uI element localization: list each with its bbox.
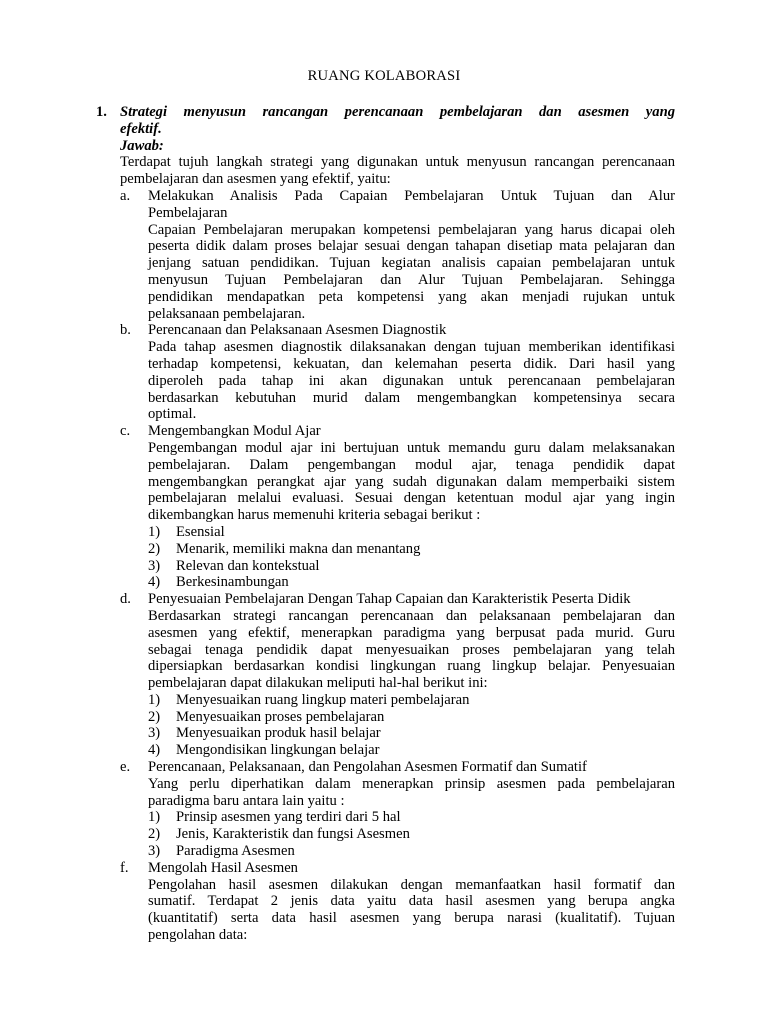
question-content (120, 104, 675, 944)
body-line: sebagai tenaga pendidik dapat menyesuaikan proses pembelajaran yang telah (148, 641, 675, 658)
list-number: 3) (148, 843, 161, 860)
list-number: 4) (148, 574, 161, 591)
list-item (148, 541, 675, 558)
list-text: Esensial (176, 523, 225, 540)
body-line: jenjang satuan pendidikan. Tujuan kegiatan analisis capaian pembelajaran untuk (148, 255, 675, 272)
item-f (120, 860, 675, 944)
item-body (148, 877, 675, 944)
question-number: 1. (96, 104, 107, 120)
body-line: diperoleh pada tahap ini akan digunakan untuk perencanaan pembelajaran (148, 372, 675, 389)
body-line: Pengolahan hasil asesmen dilakukan dengan memanfaatkan hasil formatif dan (148, 876, 675, 893)
body-line: Pada tahap asesmen diagnostik dilaksanakan dengan tujuan memberikan identifikasi (148, 339, 675, 356)
body-line: pengolahan data: (148, 927, 248, 944)
list-item (148, 826, 675, 843)
body-line: menyusun Tujuan Pembelajaran dan Alur Tujuan Pembelajaran. Sehingga (148, 271, 675, 288)
list-number: 4) (148, 742, 161, 759)
body-line: pembelajaran. Dalam pengembangan modul ajar, tenaga pendidik dapat (148, 456, 675, 473)
list-item (148, 843, 675, 860)
list-text: Menyesuaikan produk hasil belajar (176, 725, 381, 742)
item-b (120, 322, 675, 423)
body-line: (kuantitatif) serta data hasil asesmen yang berupa narasi (kualitatif). Tujuan (148, 910, 675, 927)
item-letter: f. (120, 859, 129, 876)
body-line: pembelajaran melalui evaluasi. Sesuai dengan ketentuan modul ajar yang ingin (148, 490, 675, 507)
list-text: Relevan dan kontekstual (176, 557, 320, 574)
body-line: berdasarkan kebutuhan murid dalam mengembangkan kompetensinya secara (148, 389, 675, 406)
list-text: Berkesinambungan (176, 574, 289, 591)
item-heading: Mengembangkan Modul Ajar (148, 423, 321, 440)
item-letter: e. (120, 759, 131, 776)
item-heading: Perencanaan dan Pelaksanaan Asesmen Diagnostik (148, 322, 447, 339)
item-heading-line2: Pembelajaran (148, 204, 228, 221)
body-line: terhadap kompetensi, kekuatan, dan kelemahan peserta didik. Dari hasil yang (148, 355, 675, 372)
list-number: 1) (148, 691, 161, 708)
list-text: Jenis, Karakteristik dan fungsi Asesmen (176, 826, 410, 843)
body-line: pelaksanaan pembelajaran. (148, 305, 306, 322)
answer-label: Jawab: (120, 137, 164, 154)
body-line: pembelajaran dapat dilakukan meliputi hal-hal berikut ini: (148, 675, 488, 692)
list-item (148, 692, 675, 709)
body-line: dikembangkan harus memenuhi kriteria sebagai berikut : (148, 507, 481, 524)
list-number: 2) (148, 708, 161, 725)
list-number: 2) (148, 540, 161, 557)
question-text-line1: Strategi menyusun rancangan perencanaan pembelajaran dan asesmen yang (120, 104, 675, 120)
list-number: 1) (148, 809, 161, 826)
list-item (148, 809, 675, 826)
body-line: Yang perlu diperhatikan dalam menerapkan prinsip asesmen pada pembelajaran (148, 775, 675, 792)
list-number: 1) (148, 523, 161, 540)
body-line: asesmen yang efektif, menerapkan paradigma yang berpusat pada murid. Guru (148, 624, 675, 641)
item-letter: a. (120, 187, 131, 204)
item-e (120, 759, 675, 860)
item-heading: Mengolah Hasil Asesmen (148, 859, 298, 876)
list-item (148, 558, 675, 575)
item-letter: d. (120, 591, 131, 608)
body-line: peserta didik dalam proses belajar sesuai dengan tahapan disetiap mata pelajaran dan (148, 238, 675, 255)
question-text-line2: efektif. (120, 120, 162, 137)
body-line: sumatif. Terdapat 2 jenis data yaitu data hasil asesmen yang berupa angka (148, 893, 675, 910)
intro-line1: Terdapat tujuh langkah strategi yang digunakan untuk menyusun rancangan perencanaan (120, 154, 675, 171)
list-text: Menyesuaikan ruang lingkup materi pembelajaran (176, 691, 470, 708)
item-body (148, 608, 675, 692)
item-body (148, 222, 675, 323)
list-number: 3) (148, 725, 161, 742)
item-letter: b. (120, 322, 131, 339)
body-line: Capaian Pembelajaran merupakan kompetensi pembelajaran yang harus dicapai oleh (148, 221, 675, 238)
item-body (148, 776, 675, 810)
page-title: RUANG KOLABORASI (307, 68, 461, 84)
list-item (148, 725, 675, 742)
list-text: Menarik, memiliki makna dan menantang (176, 540, 421, 557)
body-line: pendidikan mendapatkan peta kompetensi yang akan menjadi rujukan untuk (148, 288, 675, 305)
list-item (148, 574, 675, 591)
list-text: Paradigma Asesmen (176, 843, 295, 860)
item-letter: c. (120, 423, 131, 440)
list-text: Menyesuaikan proses pembelajaran (176, 708, 385, 725)
list-text: Prinsip asesmen yang terdiri dari 5 hal (176, 809, 401, 826)
list-item (148, 742, 675, 759)
item-heading: Penyesuaian Pembelajaran Dengan Tahap Capaian dan Karakteristik Peserta Didik (148, 591, 631, 608)
body-line: mengembangkan perangkat ajar yang sudah digunakan dalam memperbaiki sistem (148, 473, 675, 490)
body-line: paradigma baru antara lain yaitu : (148, 792, 345, 809)
item-heading: Perencanaan, Pelaksanaan, dan Pengolahan Asesmen Formatif dan Sumatif (148, 759, 587, 776)
list-number: 2) (148, 826, 161, 843)
body-line: dipersiapkan berdasarkan kondisi lingkungan ruang lingkup belajar. Penyesuaian (148, 658, 675, 675)
list-item (148, 709, 675, 726)
body-line: optimal. (148, 406, 197, 423)
body-line: Pengembangan modul ajar ini bertujuan untuk memandu guru dalam melaksanakan (148, 439, 675, 456)
body-line: Berdasarkan strategi rancangan perencanaan dan pelaksanaan pembelajaran dan (148, 607, 675, 624)
item-d (120, 591, 675, 759)
item-body (148, 440, 675, 524)
item-body (148, 339, 675, 423)
item-c (120, 423, 675, 591)
list-text: Mengondisikan lingkungan belajar (176, 742, 380, 759)
intro-line2: pembelajaran dan asesmen yang efektif, yaitu: (120, 171, 391, 188)
item-heading-line1: Melakukan Analisis Pada Capaian Pembelajaran Untuk Tujuan dan Alur (148, 187, 675, 204)
item-a (120, 188, 675, 322)
list-item (148, 524, 675, 541)
list-number: 3) (148, 557, 161, 574)
